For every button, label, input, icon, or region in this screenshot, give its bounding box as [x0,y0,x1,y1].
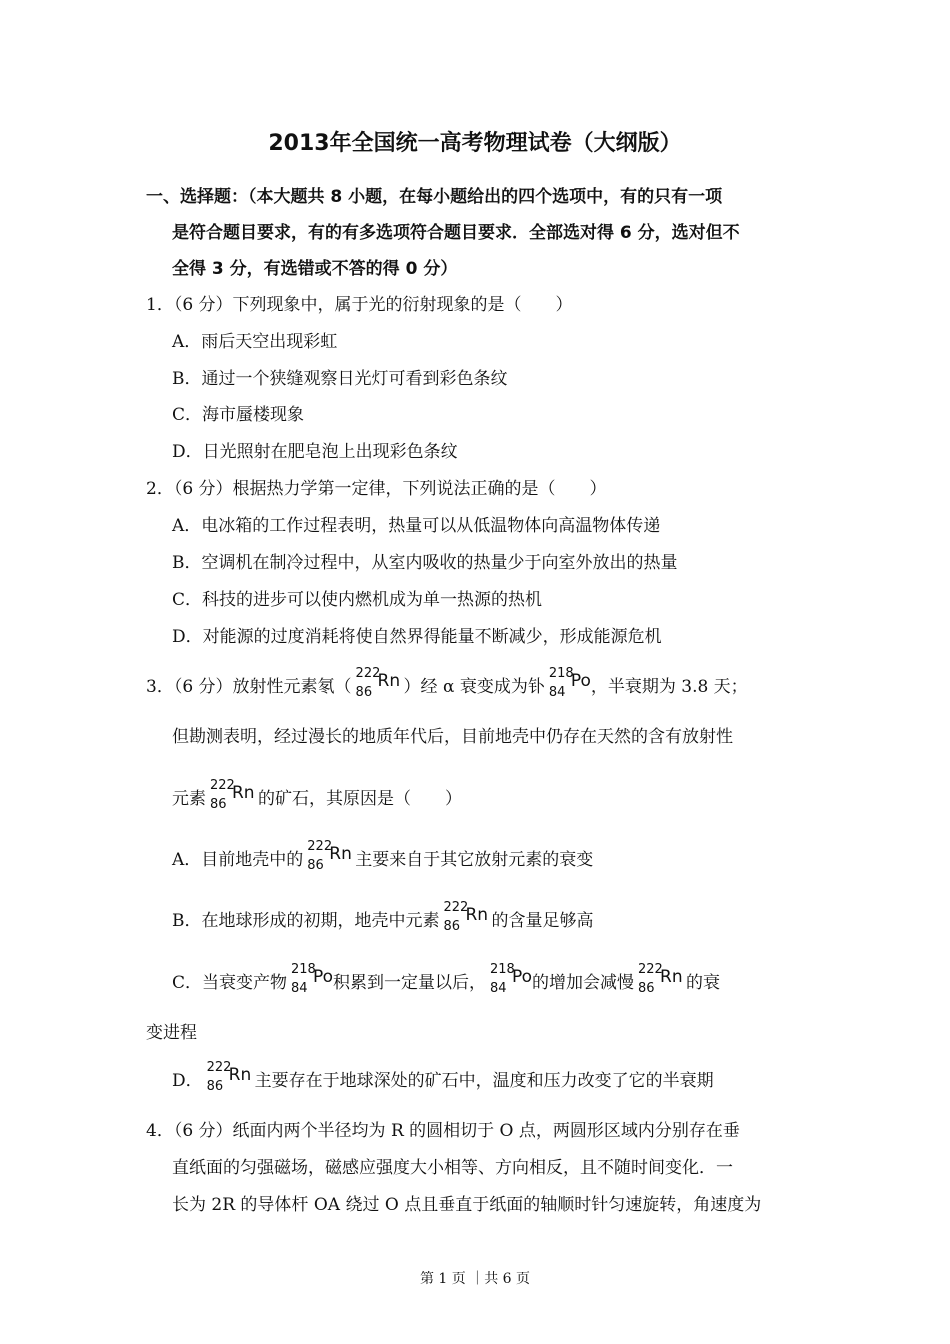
nuclide-atomic-number: 86 [443,918,461,934]
q3-c-text-2: 积累到一定量以后， [333,973,487,993]
q3-line3-text-2: 的矿石，其原因是（ ） [258,789,462,809]
nuclide-mass-number: 218 [291,961,316,977]
q1-stem: 1．（6 分）下列现象中，属于光的衍射现象的是（ ） [146,295,573,315]
page-footer: 第 1 页 ｜共 6 页 [419,1271,531,1287]
q3-stem-text-2: ）经 α 衰变成为钋 [403,677,545,697]
section-header-line1: 一、选择题：（本大题共 8 小题，在每小题给出的四个选项中，有的只有一项 [146,187,723,207]
q4-stem-line3: 长为 2R 的导体杆 OA 绕过 O 点且垂直于纸面的轴顺时针匀速旋转，角速度为 [172,1195,762,1215]
nuclide-mass-number: 222 [638,961,663,977]
q3-option-a [172,838,594,873]
nuclide-atomic-number: 84 [291,980,308,996]
q3-stem-text-3: ，半衰期为 3.8 天； [590,677,748,697]
q3-option-c-line2: 变进程 [146,1023,197,1043]
section-header-line3: 全得 3 分，有选错或不答的得 0 分） [172,259,458,279]
q3-option-b [172,899,594,934]
q3-b-text-1: B．在地球形成的初期，地壳中元素 [172,911,440,931]
q3-stem-line1 [146,665,748,700]
radon-nuclide-symbol [634,961,686,996]
q4-stem-line2: 直纸面的匀强磁场，磁感应强度大小相等、方向相反，且不随时间变化．一 [172,1158,733,1178]
q3-stem-line3 [172,777,462,812]
nuclide-atomic-number: 86 [206,1078,224,1094]
nuclide-symbol: Rn [660,966,683,987]
q3-d-text-2: 主要存在于地球深处的矿石中，温度和压力改变了它的半衰期 [254,1071,714,1091]
radon-nuclide-symbol [206,777,258,812]
q1-option-a: A．雨后天空出现彩虹 [172,332,338,352]
nuclide-symbol: Rn [377,670,401,691]
nuclide-symbol: Rn [329,843,352,864]
radon-nuclide-symbol [440,899,492,934]
nuclide-symbol: Rn [228,1064,252,1085]
q3-c-text-4: 的衰 [686,973,721,993]
q2-option-a: A．电冰箱的工作过程表明，热量可以从低温物体向高温物体传递 [172,516,661,536]
q3-a-text-2: 主要来自于其它放射元素的衰变 [355,850,594,870]
nuclide-mass-number: 222 [443,899,469,915]
q2-option-d: D．对能源的过度消耗将使自然界得能量不断减少，形成能源危机 [172,627,662,647]
q4-stem-line1: 4．（6 分）纸面内两个半径均为 R 的圆相切于 O 点，两圆形区域内分别存在垂 [146,1121,740,1141]
polonium-nuclide-symbol [486,961,533,996]
q3-stem-line2: 但勘测表明，经过漫长的地质年代后，目前地壳中仍存在天然的含有放射性 [172,727,733,747]
nuclide-mass-number: 222 [210,777,235,793]
nuclide-atomic-number: 86 [638,980,655,996]
nuclide-symbol: Po [313,966,334,987]
polonium-nuclide-symbol [545,665,591,700]
nuclide-atomic-number: 86 [355,684,373,700]
nuclide-mass-number: 222 [355,665,381,681]
q1-option-d: D．日光照射在肥皂泡上出现彩色条纹 [172,442,458,462]
q3-d-text-1: D． [172,1071,203,1091]
radon-nuclide-symbol [303,838,355,873]
nuclide-symbol: Po [512,966,533,987]
nuclide-atomic-number: 86 [307,857,324,873]
q3-option-c [172,961,721,996]
q3-line3-text-1: 元素 [172,789,206,809]
nuclide-atomic-number: 84 [490,980,507,996]
nuclide-atomic-number: 84 [548,684,566,700]
q3-c-text-1: C．当衰变产物 [172,973,288,993]
q3-b-text-2: 的含量足够高 [491,911,594,931]
nuclide-atomic-number: 86 [210,796,227,812]
nuclide-mass-number: 222 [307,838,333,854]
radon-nuclide-symbol [352,665,404,700]
q2-option-b: B．空调机在制冷过程中，从室内吸收的热量少于向室外放出的热量 [172,553,678,573]
polonium-nuclide-symbol [287,961,334,996]
page-title: 2013年全国统一高考物理试卷（大纲版） [268,131,682,156]
q2-stem: 2．（6 分）根据热力学第一定律，下列说法正确的是（ ） [146,479,607,499]
radon-nuclide-symbol [203,1059,255,1094]
nuclide-symbol: Rn [465,904,489,925]
nuclide-mass-number: 218 [490,961,515,977]
nuclide-mass-number: 218 [548,665,574,681]
q1-option-c: C．海市蜃楼现象 [172,405,305,425]
nuclide-symbol: Rn [232,782,255,803]
section-header-line2: 是符合题目要求，有的有多选项符合题目要求．全部选对得 6 分，选对但不 [172,223,740,243]
q1-option-b: B．通过一个狭缝观察日光灯可看到彩色条纹 [172,369,508,389]
q3-a-text-1: A．目前地壳中的 [172,850,304,870]
nuclide-mass-number: 222 [206,1059,232,1075]
q3-stem-text-1: 3．（6 分）放射性元素氡（ [146,677,352,697]
q3-option-d [172,1059,714,1094]
q2-option-c: C．科技的进步可以使内燃机成为单一热源的热机 [172,590,543,610]
nuclide-symbol: Po [570,670,591,691]
q3-c-text-3: 的增加会减慢 [532,973,635,993]
